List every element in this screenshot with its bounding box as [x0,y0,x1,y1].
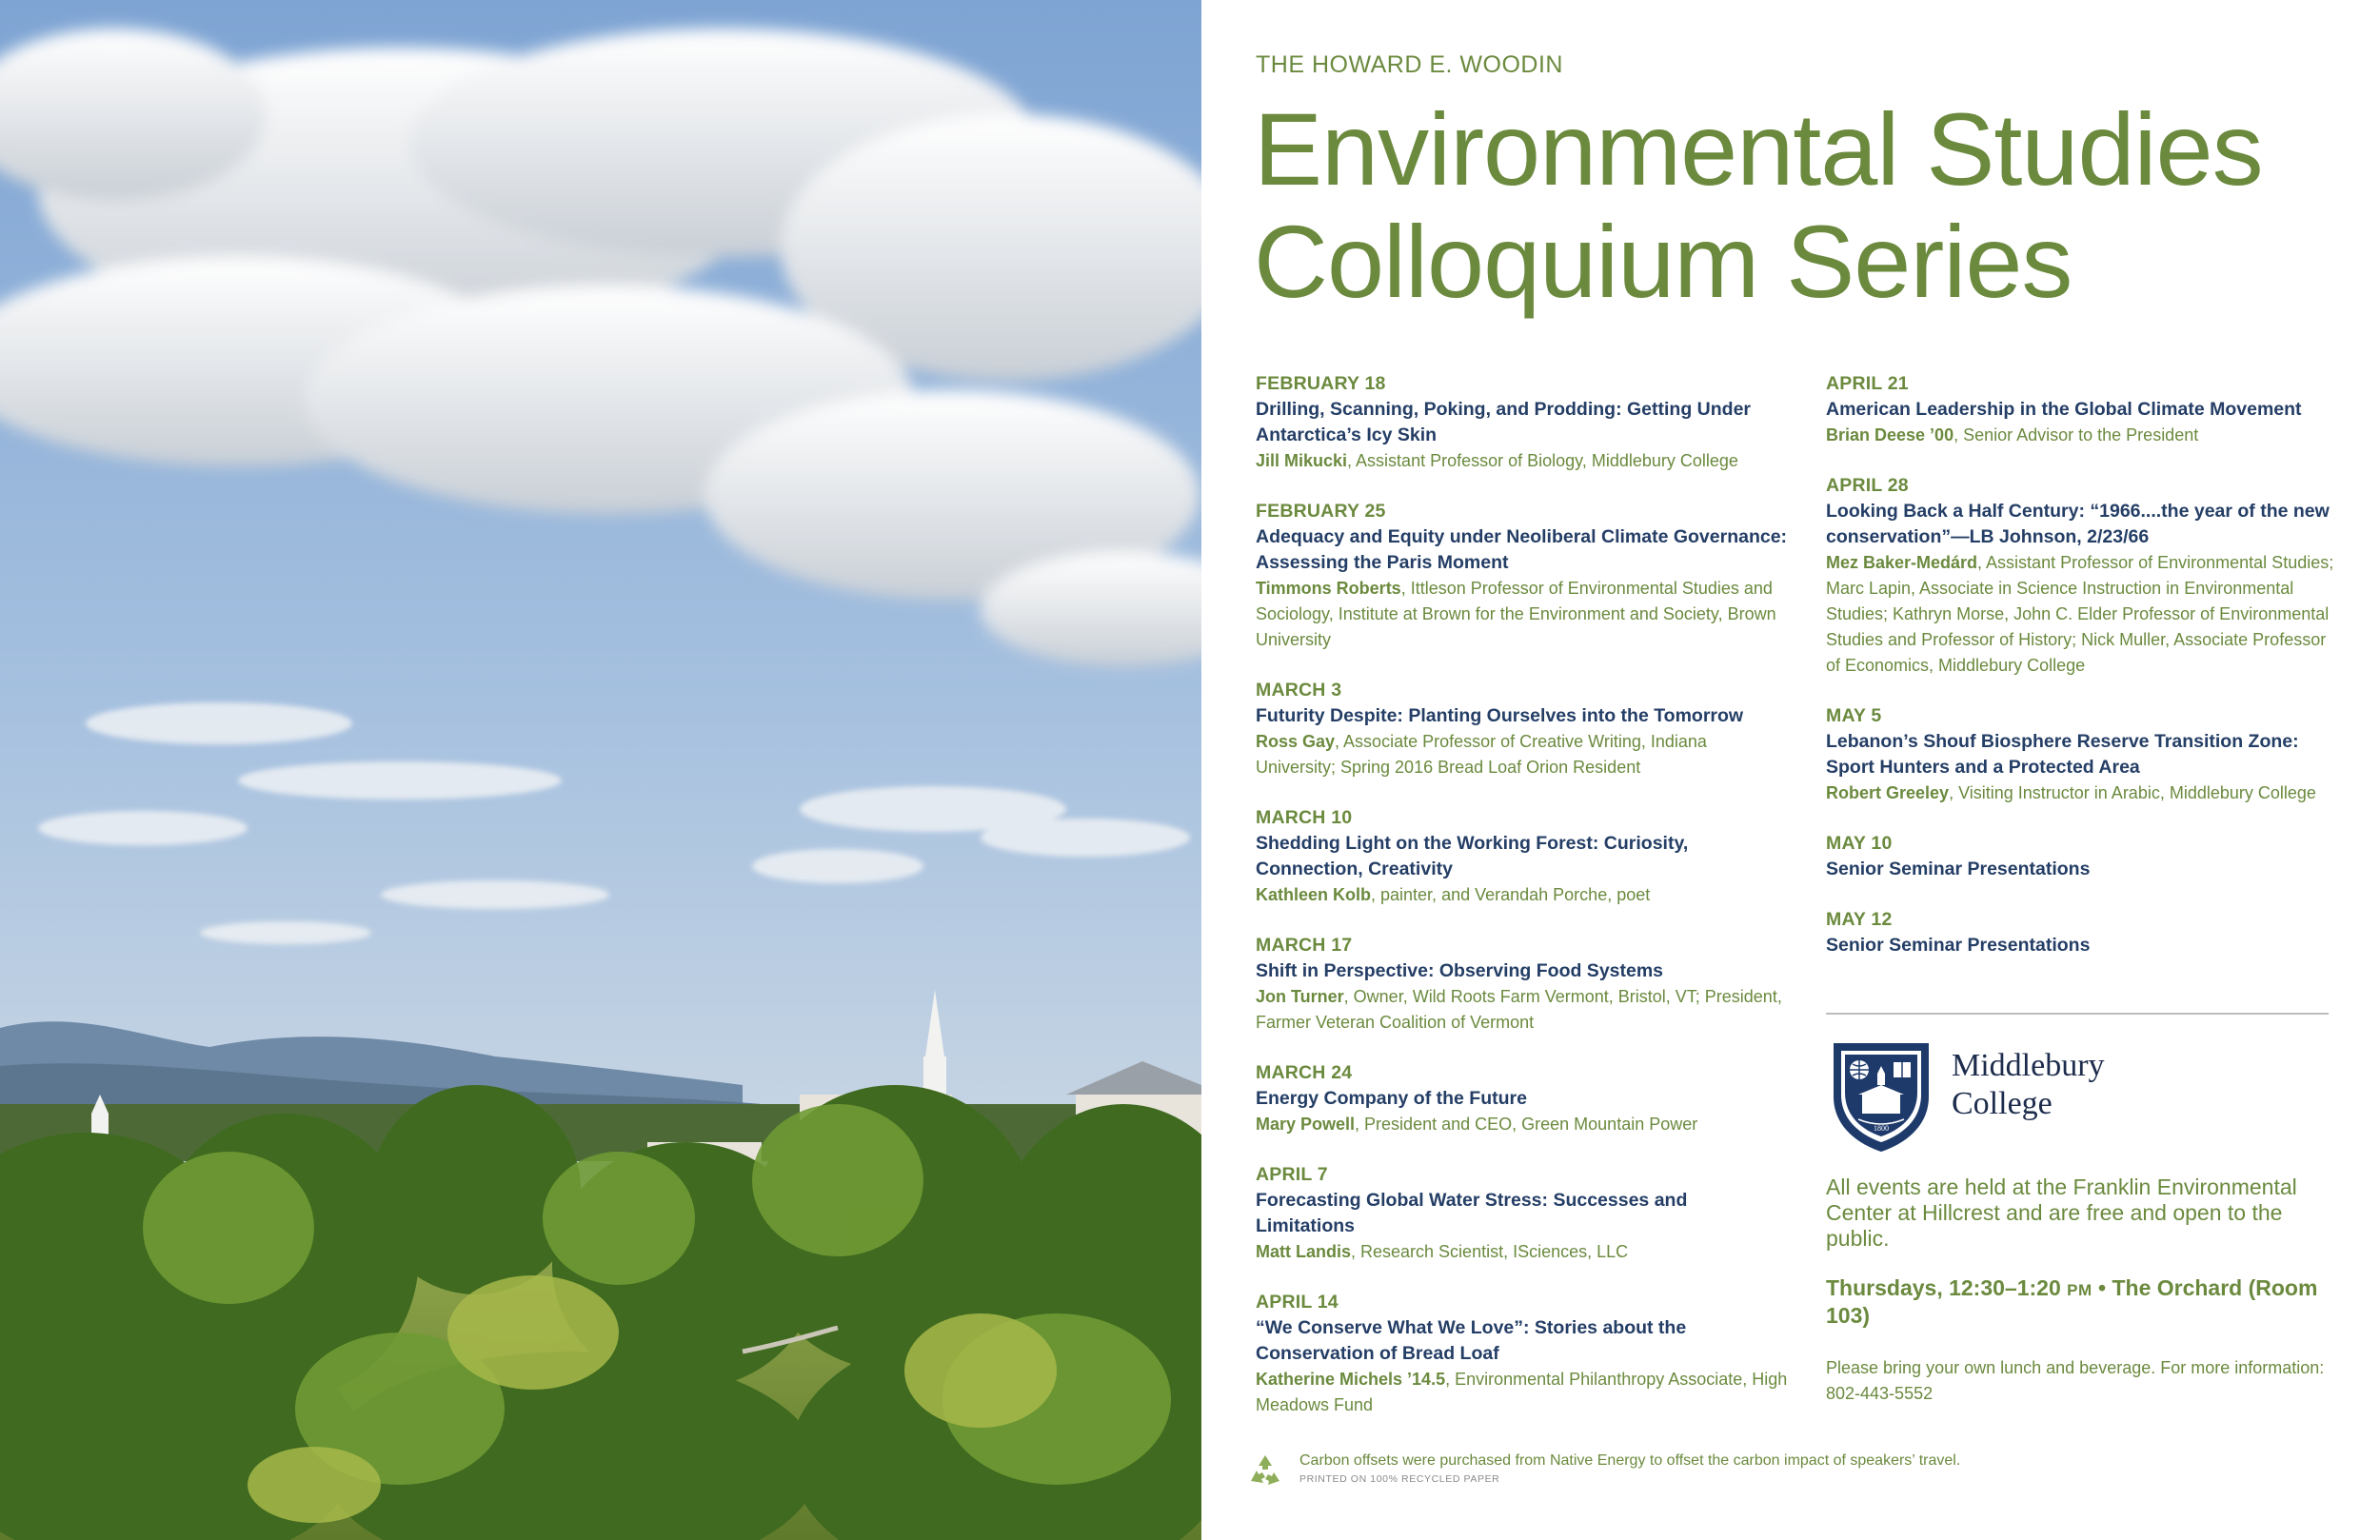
event-speaker [1826,423,2345,448]
college-name [1952,1047,2105,1123]
event-date: APRIL 7 [1256,1164,1328,1185]
event-date: MAY 12 [1826,909,1893,930]
time-location [1826,1275,2340,1329]
event-title: Senior Seminar Presentations [1826,935,2091,956]
event-item [1826,371,2345,448]
event-speaker [1826,550,2345,679]
schedule-column-right [1826,371,2345,983]
speaker-affiliation: , Environmental Philanthropy Associate, High Meadows Fund [1256,1370,1788,1414]
speaker-affiliation: , President and CEO, Green Mountain Power [1355,1115,1698,1134]
speaker-name: Robert Greeley [1826,783,1950,802]
event-speaker [1256,1112,1789,1137]
event-title: Shedding Light on the Working Forest: Curiosity, Connection, Creativity [1256,833,1689,879]
event-title: “We Conserve What We Love”: Stories about the Conservation of Bread Loaf [1256,1317,1687,1364]
speaker-name: Ross Gay [1256,732,1336,751]
college-logo [1830,1039,2115,1163]
event-speaker [1256,576,1789,653]
speaker-affiliation: , Senior Advisor to the President [1954,425,2199,444]
divider [1826,1013,2329,1015]
recycle-icon [1246,1452,1284,1491]
event-item [1256,1162,1789,1265]
title-line-1: Environmental Studies [1254,91,2263,207]
poster-content [1201,0,2380,1540]
event-item [1826,473,2345,679]
event-date: FEBRUARY 18 [1256,373,1386,394]
series-kicker: THE HOWARD E. WOODIN [1256,51,1563,78]
carbon-note: Carbon offsets were purchased from Native Energy to offset the carbon impact of speakers’ travel. [1299,1452,1961,1469]
speaker-affiliation: , Research Scientist, ISciences, LLC [1351,1242,1629,1261]
event-title: Forecasting Global Water Stress: Successes and Limitations [1256,1190,1688,1236]
event-date: MARCH 3 [1256,680,1342,701]
speaker-affiliation: , Assistant Professor of Environmental Studies; Marc Lapin, Associate in Science Instruction in Environmental Studies; Kathryn Morse, John C. Elder Professor of Environmental Studies and Professor of History; Nick Muller, Associate Professor of Economics, Middlebury College [1826,553,2334,675]
event-date: MARCH 17 [1256,935,1353,956]
title-line-2: Colloquium Series [1254,204,2073,319]
speaker-name: Jon Turner [1256,987,1344,1006]
event-item [1256,678,1789,780]
paper-note: PRINTED ON 100% RECYCLED PAPER [1299,1473,1500,1485]
time-suffix: • The Orchard (Room 103) [1826,1275,2318,1328]
speaker-affiliation: , Assistant Professor of Biology, Middlebury College [1347,451,1738,470]
event-title: Lebanon’s Shouf Biosphere Reserve Transition Zone: Sport Hunters and a Protected Area [1826,731,2299,778]
event-date: FEBRUARY 25 [1256,501,1386,522]
speaker-name: Mez Baker-Medárd [1826,553,1978,572]
event-item [1256,805,1789,908]
event-title: Adequacy and Equity under Neoliberal Climate Governance: Assessing the Paris Moment [1256,526,1788,573]
shield-year: 1800 [1874,1124,1889,1133]
event-date: MARCH 10 [1256,807,1353,828]
event-item [1256,499,1789,653]
speaker-affiliation: , Ittleson Professor of Environmental Studies and Sociology, Institute at Brown for the Environment and Society, Brown University [1256,579,1776,649]
time-pm: PM [2067,1281,2092,1299]
event-title: Looking Back a Half Century: “1966....the year of the new conservation”—LB Johnson, 2/23/66 [1826,501,2330,547]
speaker-name: Jill Mikucki [1256,451,1348,470]
event-title: Energy Company of the Future [1256,1088,1527,1109]
event-speaker [1826,780,2345,806]
speaker-affiliation: , Associate Professor of Creative Writing, Indiana University; Spring 2016 Bread Loaf Orion Resident [1256,732,1707,777]
event-speaker [1256,1239,1789,1265]
event-title: Senior Seminar Presentations [1826,859,2091,879]
event-date: MAY 10 [1826,833,1893,854]
event-item [1826,703,2345,806]
speaker-name: Kathleen Kolb [1256,885,1372,904]
speaker-name: Katherine Michels ’14.5 [1256,1370,1446,1389]
event-speaker [1256,984,1789,1036]
event-item [1826,907,2345,958]
lunch-note: Please bring your own lunch and beverage. For more information: 802-443-5552 [1826,1358,2325,1403]
college-name-line-2: College [1952,1086,2053,1121]
college-name-line-1: Middlebury [1952,1048,2105,1083]
event-date: APRIL 14 [1256,1292,1339,1313]
time-prefix: Thursdays, 12:30–1:20 [1826,1275,2068,1300]
event-date: MAY 5 [1826,705,1882,726]
event-title: Shift in Perspective: Observing Food Systems [1256,960,1664,981]
speaker-affiliation: , painter, and Verandah Porche, poet [1371,885,1651,904]
event-item [1256,933,1789,1036]
event-item [1826,831,2345,882]
event-item [1256,1290,1789,1418]
event-item [1256,371,1789,474]
middlebury-shield-icon [1830,1039,1933,1154]
speaker-affiliation: , Owner, Wild Roots Farm Vermont, Bristol, VT; President, Farmer Veteran Coalition of Vermont [1256,987,1782,1032]
event-date: APRIL 28 [1826,475,1909,496]
event-title: Futurity Despite: Planting Ourselves into the Tomorrow [1256,705,1744,726]
schedule-column-left [1256,371,1789,1443]
speaker-name: Mary Powell [1256,1115,1356,1134]
page-title [1254,93,2263,318]
event-speaker [1256,448,1789,474]
speaker-name: Brian Deese ’00 [1826,425,1954,444]
event-speaker [1256,729,1789,780]
speaker-name: Matt Landis [1256,1242,1352,1261]
event-item [1256,1060,1789,1137]
venue-note: All events are held at the Franklin Environmental Center at Hillcrest and are free and open to the public. [1826,1175,2297,1251]
event-title: American Leadership in the Global Climate Movement [1826,399,2302,420]
speaker-name: Timmons Roberts [1256,579,1401,598]
event-title: Drilling, Scanning, Poking, and Prodding: Getting Under Antarctica’s Icy Skin [1256,399,1751,445]
event-speaker [1256,882,1789,908]
event-date: MARCH 24 [1256,1062,1353,1083]
event-date: APRIL 21 [1826,373,1909,394]
speaker-affiliation: , Visiting Instructor in Arabic, Middlebury College [1949,783,2316,802]
event-speaker [1256,1367,1789,1418]
